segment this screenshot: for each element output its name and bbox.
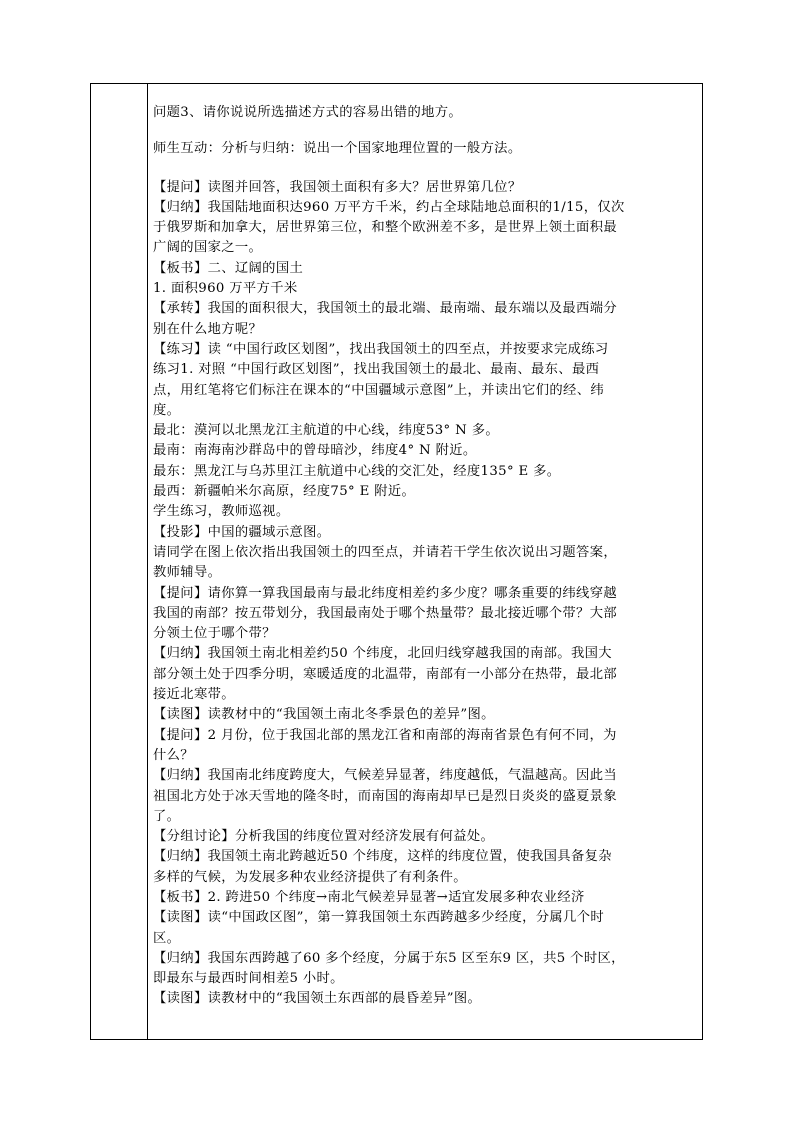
text-line: 【提问】请你算一算我国最南与最北纬度相差约多少度？哪条重要的纬线穿越	[153, 585, 617, 601]
text-line: 【练习】读 “中国行政区划图”，找出我国领土的四至点，并按要求完成练习	[153, 341, 609, 357]
text-line: 1. 面积960 万平方千米	[153, 281, 298, 297]
text-line: 广阔的国家之一。	[153, 240, 263, 256]
text-line: 多样的气候，为发展多种农业经济提供了有利条件。	[153, 869, 467, 885]
text-line: 即最东与最西时间相差5 小时。	[153, 971, 344, 987]
text-line: 【板书】2. 跨进50 个纬度→南北气候差异显著→适宜发展多种农业经济	[153, 889, 585, 905]
text-line: 点，用红笔将它们标注在课本的“中国疆域示意图”上，并读出它们的经、纬	[153, 382, 604, 398]
text-line: 【归纳】我国南北纬度跨度大，气候差异显著，纬度越低，气温越高。因此当	[153, 768, 617, 784]
lesson-plan-table	[90, 83, 703, 1040]
text-line: 【承转】我国的面积很大，我国领土的最北端、最南端、最东端以及最西端分	[153, 301, 617, 317]
text-line: 最南：南海南沙群岛中的曾母暗沙，纬度4° N 附近。	[153, 443, 477, 459]
text-line: 祖国北方处于冰天雪地的隆冬时，而南国的海南却早已是烈日炎炎的盛夏景象	[153, 788, 617, 804]
text-line: 【归纳】我国陆地面积达960 万平方千米，约占全球陆地总面积的1/15，仅次	[153, 199, 625, 215]
text-line: 【板书】二、辽阔的国土	[153, 260, 304, 276]
text-line: 师生互动：分析与归纳：说出一个国家地理位置的一般方法。	[153, 141, 522, 157]
text-line: 【归纳】我国领土南北相差约50 个纬度，北回归线穿越我国的南部。我国大	[153, 646, 612, 662]
text-line: 【读图】读教材中的“我国领土南北冬季景色的差异”图。	[153, 707, 495, 723]
text-line: 【投影】中国的疆域示意图。	[153, 524, 331, 540]
text-line: 学生练习，教师巡视。	[153, 504, 290, 520]
text-line: 最西：新疆帕米尔高原，经度75° E 附近。	[153, 484, 416, 500]
left-label-column	[91, 84, 148, 1039]
text-line: 请同学在图上依次指出我国领土的四至点，并请若干学生依次说出习题答案，	[153, 544, 617, 560]
text-line: 【提问】2 月份，位于我国北部的黑龙江省和南部的海南省景色有何不同，为	[153, 727, 617, 743]
text-line: 【读图】读“中国政区图”，第一算我国领土东西跨越多少经度，分属几个时	[153, 910, 604, 926]
text-line: 接近北寒带。	[153, 687, 235, 703]
text-line: 区。	[153, 930, 181, 946]
text-line: 【提问】读图并回答，我国领土面积有多大？居世界第几位？	[153, 179, 522, 195]
text-line: 于俄罗斯和加拿大，居世界第三位，和整个欧洲差不多，是世界上领土面积最	[153, 220, 617, 236]
text-line: 教师辅导。	[153, 565, 222, 581]
text-line: 最北：漠河以北黑龙江主航道的中心线，纬度53° N 多。	[153, 423, 499, 439]
text-line: 分领土位于哪个带？	[153, 626, 276, 642]
text-line: 问题3、请你说说所选描述方式的容易出错的地方。	[153, 105, 463, 120]
text-line: 度。	[153, 402, 181, 418]
text-line: 什么？	[153, 747, 194, 763]
text-line: 练习1. 对照 “中国行政区划图”，找出我国领土的最北、最南、最东、最西	[153, 362, 600, 378]
text-line: 了。	[153, 808, 181, 824]
text-line: 【读图】读教材中的“我国领土东西部的晨昏差异”图。	[153, 991, 482, 1007]
text-line: 部分领土处于四季分明，寒暖适度的北温带，南部有一小部分在热带，最北部	[153, 666, 617, 682]
text-line: 【归纳】我国东西跨越了60 多个经度，分属于东5 区至东9 区，共5 个时区，	[153, 950, 625, 966]
text-line: 最东：黑龙江与乌苏里江主航道中心线的交汇处，经度135° E 多。	[153, 463, 561, 479]
text-line: 别在什么地方呢？	[153, 321, 263, 337]
text-line: 【归纳】我国领土南北跨越近50 个纬度，这样的纬度位置，使我国具备复杂	[153, 849, 612, 865]
text-line: 【分组讨论】分析我国的纬度位置对经济发展有何益处。	[153, 829, 495, 845]
lesson-content	[153, 103, 698, 1010]
text-line: 我国的南部？按五带划分，我国最南处于哪个热量带？最北接近哪个带？大部	[153, 605, 617, 621]
